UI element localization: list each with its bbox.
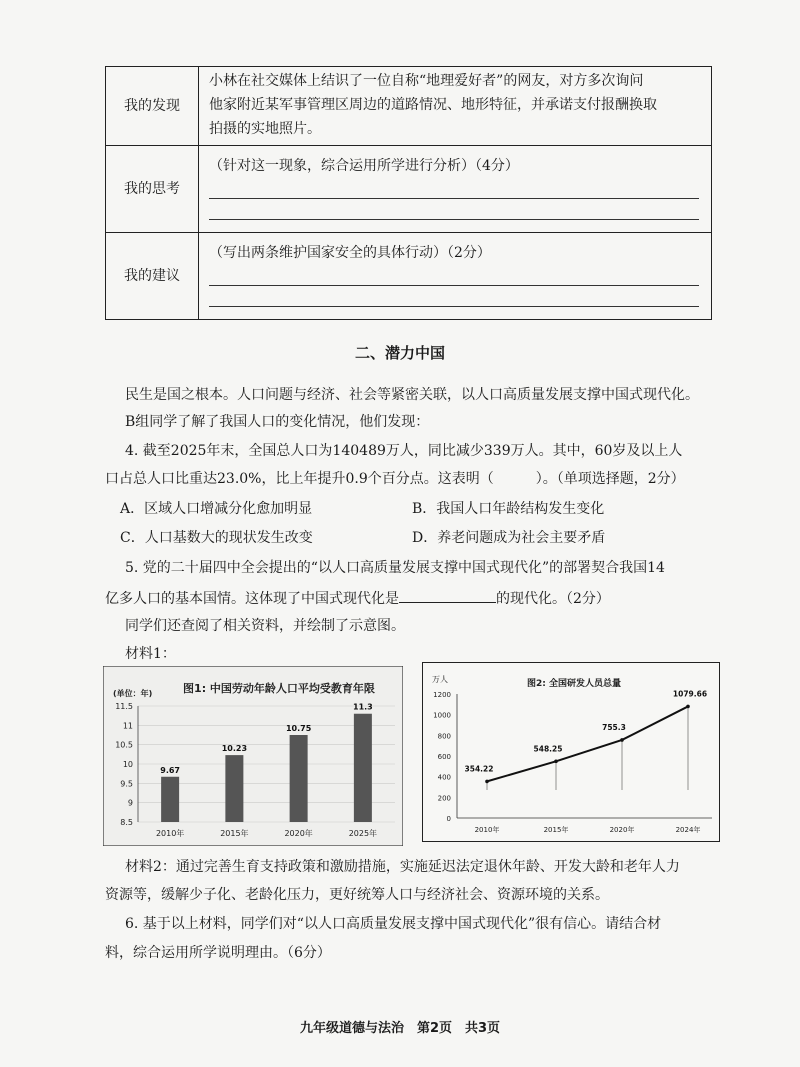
section-title: 二、潜力中国 — [354, 344, 445, 362]
y-tick-label: 8.5 — [120, 818, 133, 827]
y-tick-label: 10.5 — [115, 740, 133, 750]
question-4-line2: 口占总人口比重达23.0%，比上年提升0.9个百分点。这表明（ ）。（单项选择题，2分） — [105, 471, 685, 487]
inquiry-table — [105, 66, 712, 320]
x-tick-label: 2010年 — [474, 826, 500, 834]
data-point — [620, 738, 624, 742]
x-tick-label: 2025年 — [348, 829, 378, 838]
x-tick-label: 2015年 — [543, 826, 569, 834]
suggestion-prompt: （写出两条维护国家安全的具体行动）（2分） — [209, 245, 491, 261]
intro-text-2: B组同学了解了我国人口的变化情况，他们发现： — [125, 414, 430, 430]
option-c[interactable]: C．人口基数大的现状发生改变 — [120, 530, 313, 546]
finding-line: 他家附近某军事管理区周边的道路情况、地形特征，并承诺支付报酬换取 — [209, 97, 657, 113]
finding-line: 拍摄的实地照片。 — [209, 121, 321, 137]
bar — [354, 714, 372, 822]
material1-label: 材料1： — [125, 646, 176, 662]
option-d[interactable]: D．养老问题成为社会主要矛盾 — [412, 530, 606, 546]
q5-text-a: 亿多人口的基本国情。这体现了中国式现代化是 — [105, 591, 399, 607]
data-label: 9.67 — [160, 765, 180, 775]
y-tick-label: 1200 — [433, 691, 451, 699]
data-label: 1079.66 — [672, 689, 708, 699]
bar — [225, 755, 243, 822]
thinking-cell — [199, 146, 712, 233]
answer-line[interactable] — [209, 199, 699, 220]
table-row — [106, 67, 712, 146]
rd-personnel-chart — [422, 662, 720, 842]
thinking-prompt: （针对这一现象，综合运用所学进行分析）（4分） — [209, 158, 519, 174]
y-tick-label: 10 — [122, 760, 133, 769]
x-tick-label: 2020年 — [609, 826, 635, 834]
y-tick-label: 11.5 — [115, 702, 133, 711]
bar — [290, 735, 308, 822]
chart-title: 图2: 全国研发人员总量 — [527, 679, 621, 689]
y-tick-label: 9 — [127, 798, 133, 808]
question-6-line1: 6. 基于以上材料，同学们对“以人口高质量发展支撑中国式现代化”很有信心。请结合材 — [125, 916, 662, 932]
table-row — [106, 146, 712, 233]
chart-2 — [422, 662, 720, 842]
x-tick-label: 2015年 — [220, 829, 249, 838]
finding-text — [199, 67, 712, 146]
data-label: 755.3 — [602, 722, 626, 732]
fill-blank[interactable] — [399, 586, 496, 603]
answer-line[interactable] — [209, 265, 699, 286]
answer-line[interactable] — [209, 286, 699, 307]
y-tick-label: 0 — [446, 815, 451, 823]
q5-text-b: 的现代化。（2分） — [496, 591, 610, 607]
y-tick-label: 9.5 — [120, 779, 133, 789]
y-tick-label: 800 — [437, 732, 451, 741]
question-4-line1: 4. 截至2025年末，全国总人口为140489万人，同比减少339万人。其中，60岁及以上人 — [125, 443, 683, 459]
option-b[interactable]: B．我国人口年龄结构发生变化 — [412, 501, 605, 517]
data-point — [554, 760, 558, 764]
question-6-line2: 料，综合运用所学说明理由。（6分） — [105, 945, 331, 961]
answer-line[interactable] — [209, 178, 699, 199]
y-tick-label: 1000 — [433, 711, 451, 720]
row-label: 我的发现 — [106, 67, 199, 146]
option-a[interactable]: A．区域人口增减分化愈加明显 — [120, 501, 313, 517]
y-axis-unit: 万人 — [432, 675, 448, 684]
row-label: 我的建议 — [106, 233, 199, 320]
finding-line: 小林在社交媒体上结识了一位自称“地理爱好者”的网友，对方多次询问 — [209, 73, 644, 89]
chart-1 — [103, 666, 403, 846]
x-tick-label: 2024年 — [675, 826, 701, 834]
bar — [161, 777, 179, 822]
data-point — [686, 705, 690, 709]
education-years-chart — [103, 666, 403, 846]
data-label: 10.23 — [221, 744, 248, 754]
chart-title: 图1: 中国劳动年龄人口平均受教育年限 — [183, 682, 375, 695]
suggestion-cell — [199, 233, 712, 320]
x-tick-label: 2010年 — [155, 829, 185, 838]
x-tick-label: 2020年 — [284, 829, 313, 838]
table-row — [106, 233, 712, 320]
data-label: 354.22 — [464, 764, 494, 774]
y-tick-label: 600 — [437, 753, 451, 761]
collect-text: 同学们还查阅了相关资料，并绘制了示意图。 — [125, 618, 405, 634]
intro-text: 民生是国之根本。人口问题与经济、社会等紧密关联，以人口高质量发展支撑中国式现代化。 — [125, 387, 699, 403]
question-5-line1: 5. 党的二十届四中全会提出的“以人口高质量发展支撑中国式现代化”的部署契合我国14 — [125, 560, 665, 576]
y-axis-unit: (单位：年) — [113, 689, 153, 698]
row-label: 我的思考 — [106, 146, 199, 233]
question-5-line2 — [105, 586, 800, 610]
data-label: 10.75 — [285, 724, 312, 733]
material2-line1: 材料2：通过完善生育支持政策和激励措施，实施延迟法定退休年龄、开发大龄和老年人力 — [125, 859, 680, 875]
y-tick-label: 400 — [437, 773, 451, 782]
data-point — [485, 780, 489, 784]
data-label: 548.25 — [533, 744, 563, 754]
material2-line2: 资源等，缓解少子化、老龄化压力，更好统筹人口与经济社会、资源环境的关系。 — [105, 887, 609, 903]
y-tick-label: 11 — [122, 721, 133, 731]
data-label: 11.3 — [353, 702, 373, 712]
page-footer: 九年级道德与法治 第2页 共3页 — [299, 1021, 501, 1036]
y-tick-label: 200 — [437, 794, 451, 803]
